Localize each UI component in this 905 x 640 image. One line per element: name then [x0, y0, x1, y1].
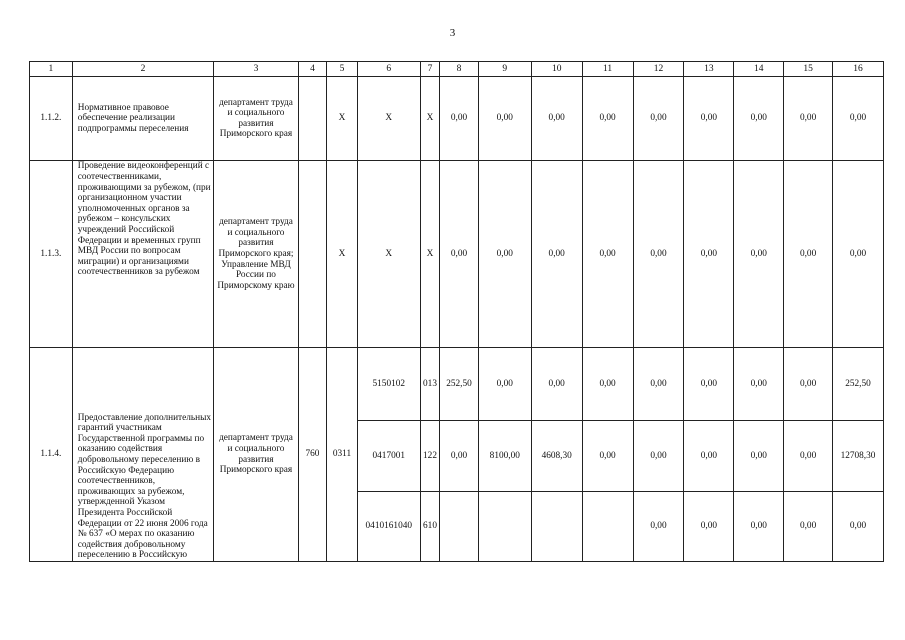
cell-col7: 013 [420, 348, 439, 421]
cell-col6: X [357, 77, 420, 161]
value-cell: 252,50 [440, 348, 479, 421]
value-cell: 0,00 [582, 348, 633, 421]
value-cell: 0,00 [734, 348, 784, 421]
value-cell: 252,50 [833, 348, 884, 421]
cell-col7: 122 [420, 421, 439, 491]
value-cell: 0,00 [684, 421, 734, 491]
value-cell: 0,00 [633, 161, 684, 348]
value-cell: 0,00 [633, 348, 684, 421]
column-header: 11 [582, 62, 633, 77]
value-cell: 0,00 [684, 161, 734, 348]
value-cell: 0,00 [478, 348, 531, 421]
value-cell: 0,00 [440, 421, 479, 491]
cell-col4: 760 [298, 348, 327, 562]
value-cell: 0,00 [633, 421, 684, 491]
value-cell: 0,00 [734, 161, 784, 348]
value-cell: 0,00 [531, 161, 582, 348]
value-cell: 0,00 [531, 77, 582, 161]
value-cell: 0,00 [582, 421, 633, 491]
value-cell: 0,00 [684, 348, 734, 421]
value-cell: 0,00 [633, 491, 684, 561]
value-cell: 8100,00 [478, 421, 531, 491]
cell-col6: 0417001 [357, 421, 420, 491]
column-header: 12 [633, 62, 684, 77]
column-header: 6 [357, 62, 420, 77]
value-cell: 0,00 [582, 77, 633, 161]
cell-col5: X [327, 77, 358, 161]
header-row [30, 62, 884, 77]
cell-col6: 5150102 [357, 348, 420, 421]
table-row [30, 161, 884, 348]
value-cell [478, 491, 531, 561]
column-header: 16 [833, 62, 884, 77]
value-cell: 0,00 [784, 77, 833, 161]
column-header: 15 [784, 62, 833, 77]
table-row [30, 77, 884, 161]
value-cell: 0,00 [833, 491, 884, 561]
column-header: 7 [420, 62, 439, 77]
value-cell: 0,00 [833, 161, 884, 348]
value-cell: 0,00 [684, 77, 734, 161]
table-row [30, 348, 884, 421]
column-header: 9 [478, 62, 531, 77]
cell-col4 [298, 161, 327, 348]
executor: департамент труда и социального развития Приморского края [214, 77, 298, 161]
activity-name: Проведение видеоконференций с соотечественниками, проживающими за рубежом, (при организационном участии уполномоченных органов за рубежом – консульских учреждений Российской Федерации и временных групп МВД России по вопросам миграции) и организациями соотечественников за рубежом [72, 161, 213, 348]
value-cell [531, 491, 582, 561]
value-cell [582, 491, 633, 561]
column-header: 14 [734, 62, 784, 77]
value-cell: 0,00 [734, 421, 784, 491]
column-header: 8 [440, 62, 479, 77]
value-cell: 12708,30 [833, 421, 884, 491]
value-cell: 0,00 [478, 77, 531, 161]
row-number: 1.1.2. [30, 77, 73, 161]
column-header: 10 [531, 62, 582, 77]
page-number: 3 [449, 27, 456, 39]
value-cell: 0,00 [784, 421, 833, 491]
budget-table [29, 61, 884, 562]
value-cell: 0,00 [734, 77, 784, 161]
value-cell: 0,00 [478, 161, 531, 348]
value-cell: 0,00 [684, 491, 734, 561]
value-cell: 0,00 [784, 348, 833, 421]
activity-name: Предоставление дополнительных гарантий участникам Государственной программы по оказанию содействия добровольному переселению в Российскую Федерацию соотечественников, проживающих за рубежом, утвержденной Указом Президента Российской Федерации от 22 июня 2006 года № 637 «О мерах по оказанию содействия добровольному переселению в Российскую [72, 348, 213, 562]
column-header: 5 [327, 62, 358, 77]
value-cell: 0,00 [440, 77, 479, 161]
activity-name: Нормативное правовое обеспечение реализации подпрограммы переселения [72, 77, 213, 161]
value-cell: 0,00 [784, 491, 833, 561]
executor: департамент труда и социального развития Приморского края [214, 348, 298, 562]
cell-col5: X [327, 161, 358, 348]
cell-col7: X [420, 77, 439, 161]
value-cell: 4608,30 [531, 421, 582, 491]
value-cell [440, 491, 479, 561]
value-cell: 0,00 [784, 161, 833, 348]
cell-col6: X [357, 161, 420, 348]
column-header: 1 [30, 62, 73, 77]
cell-col4 [298, 77, 327, 161]
cell-col6: 0410161040 [357, 491, 420, 561]
column-header: 13 [684, 62, 734, 77]
value-cell: 0,00 [833, 77, 884, 161]
cell-col5: 0311 [327, 348, 358, 562]
cell-col7: 610 [420, 491, 439, 561]
column-header: 2 [72, 62, 213, 77]
value-cell: 0,00 [582, 161, 633, 348]
row-number: 1.1.4. [30, 348, 73, 562]
row-number: 1.1.3. [30, 161, 73, 348]
value-cell: 0,00 [734, 491, 784, 561]
value-cell: 0,00 [531, 348, 582, 421]
column-header: 4 [298, 62, 327, 77]
column-header: 3 [214, 62, 298, 77]
cell-col7: X [420, 161, 439, 348]
executor: департамент труда и социального развития Приморского края; Управление МВД России по Приморскому краю [214, 161, 298, 348]
value-cell: 0,00 [440, 161, 479, 348]
value-cell: 0,00 [633, 77, 684, 161]
